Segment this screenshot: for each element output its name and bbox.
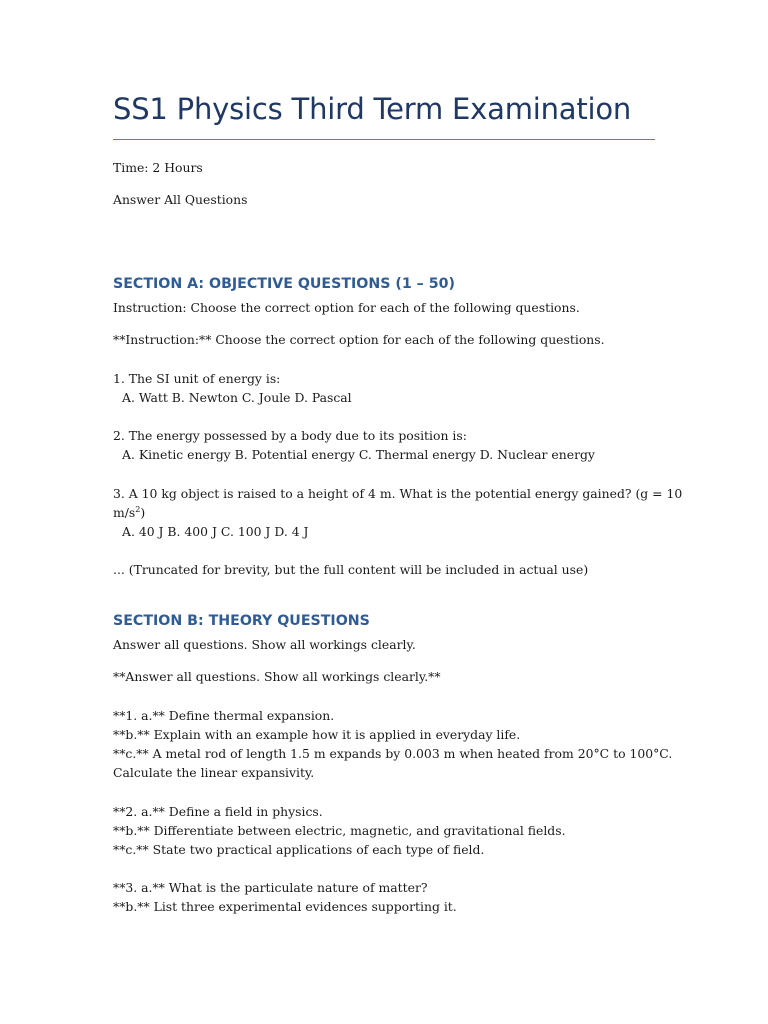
section-a-instruction-markdown: **Instruction:** Choose the correct option for each of the following questions. [113, 332, 605, 347]
theory-q2a: **2. a.** Define a field in physics. [113, 804, 323, 819]
section-a-instruction: Instruction: Choose the correct option for each of the following questions. [113, 300, 580, 315]
theory-q1c-continued: Calculate the linear expansivity. [113, 765, 315, 780]
question-3-options: A. 40 J B. 400 J C. 100 J D. 4 J [122, 524, 309, 539]
question-2-text: 2. The energy possessed by a body due to its position is: [113, 428, 467, 443]
theory-q1b: **b.** Explain with an example how it is applied in everyday life. [113, 727, 521, 742]
section-b-instruction-markdown: **Answer all questions. Show all workings clearly.** [113, 669, 441, 684]
general-instruction: Answer All Questions [113, 192, 248, 207]
theory-q3a: **3. a.** What is the particulate nature of matter? [113, 880, 428, 895]
question-2-options: A. Kinetic energy B. Potential energy C. Thermal energy D. Nuclear energy [122, 447, 595, 462]
unit-exponent: 2 [135, 504, 141, 514]
question-3-text-line1: 3. A 10 kg object is raised to a height of 4 m. What is the potential energy gained? (g = 10 [113, 486, 683, 501]
document-title: SS1 Physics Third Term Examination [113, 92, 632, 126]
section-b-instruction: Answer all questions. Show all workings clearly. [113, 637, 416, 652]
title-underline [113, 139, 655, 140]
question-1-options: A. Watt B. Newton C. Joule D. Pascal [122, 390, 352, 405]
theory-q2c: **c.** State two practical applications of each type of field. [113, 842, 485, 857]
section-a-heading: SECTION A: OBJECTIVE QUESTIONS (1 – 50) [113, 276, 455, 292]
truncation-note: ... (Truncated for brevity, but the full content will be included in actual use) [113, 562, 589, 577]
unit-base: m/s [113, 505, 136, 520]
question-3-text-line2 [113, 503, 145, 522]
theory-q3b: **b.** List three experimental evidences supporting it. [113, 899, 457, 914]
unit-close: ) [140, 505, 146, 520]
theory-q2b: **b.** Differentiate between electric, magnetic, and gravitational fields. [113, 823, 566, 838]
theory-q1c: **c.** A metal rod of length 1.5 m expands by 0.003 m when heated from 20°C to 100°C. [113, 746, 673, 761]
theory-q1a: **1. a.** Define thermal expansion. [113, 708, 335, 723]
section-b-heading: SECTION B: THEORY QUESTIONS [113, 613, 370, 629]
exam-duration: Time: 2 Hours [113, 160, 203, 175]
question-1-text: 1. The SI unit of energy is: [113, 371, 281, 386]
